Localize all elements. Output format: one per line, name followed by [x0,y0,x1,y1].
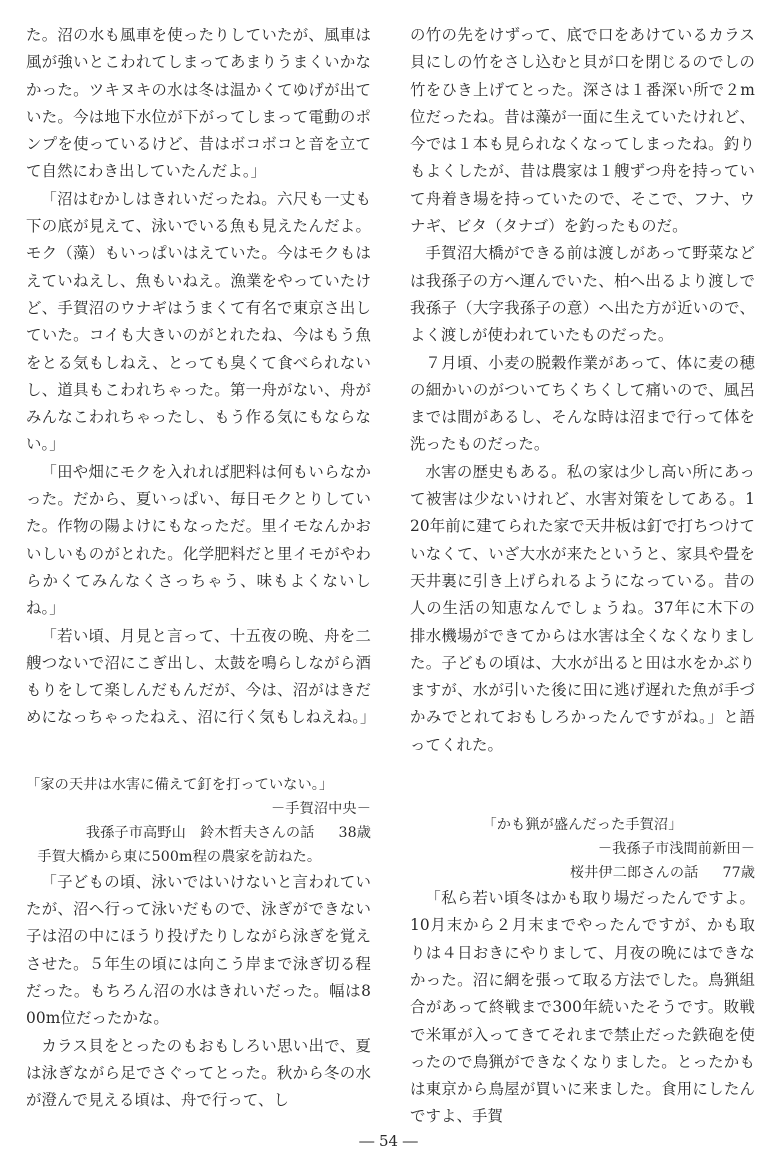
section-gap [410,786,755,813]
interviewee-name: 我孫子市高野山 鈴木哲夫さんの話 [85,824,315,841]
right-column [410,22,755,1131]
paragraph: 手賀沼大橋ができる前は渡しがあって野菜などは我孫子の方へ運んでいた、柏へ出るより渡しで我孫子（大字我孫子の意）へ出た方が近いので、よく渡しが使われていたものだった。 [410,244,755,345]
paragraph: 水害の歴史もある。私の家は少し高い所にあって被害は少ないけれど、水害対策をしてある。120年前に建てられた家で天井板は釘で打ちつけていなくて、いざ大水が来たというと、家具や畳を天井裏に引き上げられるようになっている。昔の人の生活の知恵なんでしょうね。37年に木下の排水機場ができてからは水害は全くなくなりました。子どもの頃は、大水が出ると田は水をかぶりますが、水が引いた後に田に逃げ遅れた魚が手づかみでとれておもしろかったんですがね。」と語ってくれた。 [410,462,755,754]
paragraph: 「若い頃、月見と言って、十五夜の晩、舟を二艘つないで沼にこぎ出し、太鼓を鳴らしながら酒もりをして楽しんだもんだが、今は、沼がはきだめになっちゃったねえ、沼に行く気もしねえね。」 [26,626,376,727]
paragraph: の竹の先をけずって、底で口をあけているカラス貝にしの竹をさし込むと貝が口を閉じるのでしの竹をひき上げてとった。深さは１番深い所で２m位だったね。昔は藻が一面に生えていたけれど、今では１本も見られなくなってしまったね。釣りもよくしたが、昔は農家は１艘ずつ舟を持っていて舟着き場を持っていたので、そこで、フナ、ウナギ、ビタ（タナゴ）を釣ったものだ。 [410,26,755,236]
interview-location: －我孫子市浅間前新田－ [597,841,755,858]
paragraph: ７月頃、小麦の脱穀作業があって、体に麦の穂の細かいのがついてちくちくして痛いので、風呂までは間があるし、そんな時は沼まで行って体を洗ったものだった。 [410,353,755,454]
left-column [26,22,376,1114]
section-gap [410,759,755,786]
paragraph: カラス貝をとったのもおもしろい思い出で、夏は泳ぎながら足でさぐってとった。秋から冬の水が澄んで見える頃は、舟で行って、し [26,1036,371,1110]
paragraph: た。沼の水も風車を使ったりしていたが、風車は風が強いとこわれてしまってあまりうまくいかなかった。ツキヌキの水は冬は温かくてゆげが出ていた。今は地下水位が下がってしまって電動のポンプを使っているけど、昔はボコボコと音を立てて自然にわき出していたんだよ。」 [26,26,371,181]
paragraph: 「私ら若い頃冬はかも取り場だったんですよ。10月末から２月末までやったんですが、かも取りは４日おきにやりまして、月夜の晩にはできなかった。沼に網を張って取る方法でした。鳥猟組合があって終戦まで300年続いたそうです。敗戦で米軍が入ってきてそれまで禁止だった鉄砲を使ったので鳥猟ができなくなりました。とったかもは東京から鳥屋が買いに来ました。食用にしたんですよ、手賀 [410,889,755,1126]
interview-title: 「家の天井は水害に備えて釘を打っていない。」 [26,776,334,793]
interview-note: 手賀大橋から東に500m程の農家を訪ねた。 [37,848,322,865]
section-gap [26,732,371,759]
paragraph: 「子どもの頃、泳いではいけないと言われていたが、沼へ行って泳いだもので、泳ぎができない子は沼の中にほうり投げたりしながら泳ぎを覚えさせた。５年生の頃には向こう岸まで泳ぎ切る程だった。もちろん沼の水はきれいだった。幅は800m位だったかな。 [26,872,371,1028]
section-gap [26,759,371,773]
interviewee-line [410,861,755,885]
interview-location: －手賀沼中央－ [270,800,371,817]
interviewee-age: 38歳 [338,824,371,841]
page-number: ― 54 ― [359,1132,418,1150]
interview-title: 「かも猟が盛んだった手賀沼」 [482,817,683,834]
interviewee-age: 77歳 [722,865,755,882]
interviewee-line [26,821,371,845]
paragraph: 「田や畑にモクを入れれば肥料は何もいらなかった。だから、夏いっぱい、毎日モクとりしていた。作物の陽よけにもなっただ。里イモなんかおいしいものがとれた。化学肥料だと里イモがやわらかくてみんなくさっちゃう、味もよくないしね。」 [26,462,371,618]
interviewee-name: 桜井伊二郎さんの話 [569,865,699,882]
paragraph: 「沼はむかしはきれいだったね。六尺も一丈も下の底が見えて、泳いでいる魚も見えたんだよ。モク（藻）もいっぱいはえていた。今はモクもはえていねえし、魚もいねえ。漁業をやっていたけど、手賀沼のウナギはうまくて有名で東京さ出していた。コイも大きいのがとれたね、今はもう魚をとる気もしねえ、とっても臭くて食べられないし、道具もこわれちゃった。第一舟がない、舟がみんなこわれちゃったし、もう作る気にもならない。」 [26,189,371,454]
